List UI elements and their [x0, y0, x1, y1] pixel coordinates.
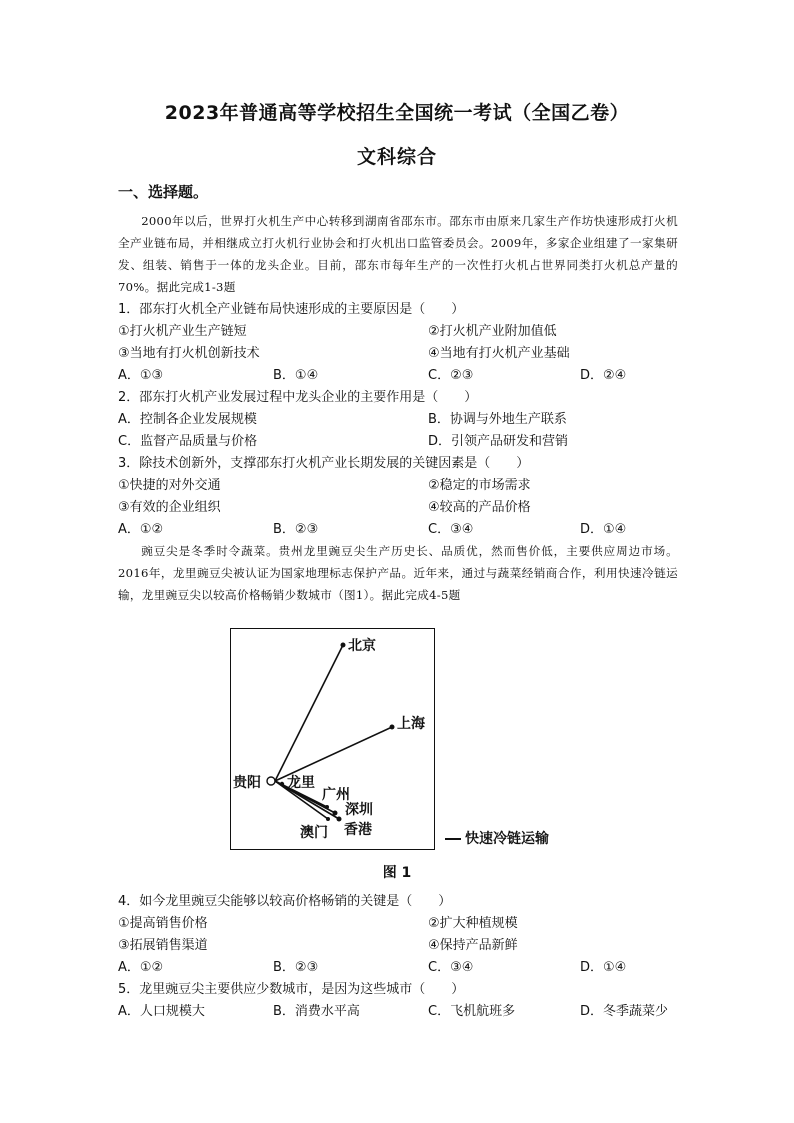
- label-macau: 澳门: [300, 825, 328, 841]
- label-guangzhou: 广州: [322, 787, 350, 803]
- q4-stem: 4．如今龙里豌豆尖能够以较高价格畅销的关键是（ ）: [118, 894, 452, 909]
- q4-choice-d: D．①④: [580, 960, 627, 975]
- q3-choice-d: D．①④: [580, 522, 627, 537]
- passage-2: 豌豆尖是冬季时令蔬菜。贵州龙里豌豆尖生产历史长、品质优，然而售价低，主要供应周边市场。2016年，龙里豌豆尖被认证为国家地理标志保护产品。近年来，通过与蔬菜经销商合作，利用快速冷链运输，龙里豌豆尖以较高价格畅销少数城市（图1）。据此完成4-5题: [118, 544, 678, 602]
- hongkong-dot: [337, 817, 342, 822]
- figure-transport-map: [230, 628, 435, 850]
- q2-choice-c: C．监督产品质量与价格: [118, 434, 258, 449]
- passage-1: 2000年以后，世界打火机生产中心转移到湖南省邵东市。邵东市由原来几家生产作坊快速形成打火机全产业链布局，并相继成立打火机行业协会和打火机出口监管委员会。2009年，多家企业组建了一家集研发、组装、销售于一体的龙头企业。目前，邵东市每年生产的一次性打火机占世界同类打火机总产量的70%。据此完成1-3题: [118, 214, 678, 294]
- label-shanghai: 上海: [397, 716, 425, 732]
- shanghai-dot: [390, 725, 395, 730]
- guangzhou-dot: [325, 805, 329, 809]
- q3-option-1: ①快捷的对外交通: [118, 478, 221, 493]
- q3-option-2: ②稳定的市场需求: [428, 478, 531, 493]
- legend-line-icon: [445, 838, 461, 840]
- legend-label: 快速冷链运输: [465, 831, 549, 847]
- q5-choice-c: C．飞机航班多: [428, 1004, 516, 1019]
- q2-stem: 2．邵东打火机产业发展过程中龙头企业的主要作用是（ ）: [118, 390, 478, 405]
- label-shenzhen: 深圳: [345, 802, 373, 818]
- q5-choice-d: D．冬季蔬菜少: [580, 1004, 669, 1019]
- q1-option-2: ②打火机产业附加值低: [428, 324, 557, 339]
- q3-choice-b: B．②③: [273, 522, 319, 537]
- section-heading: 一、选择题。: [118, 183, 209, 201]
- route-lines: [231, 629, 436, 851]
- q4-choice-b: B．②③: [273, 960, 319, 975]
- q5-stem: 5．龙里豌豆尖主要供应少数城市，是因为这些城市（ ）: [118, 982, 465, 997]
- q1-stem: 1．邵东打火机全产业链布局快速形成的主要原因是（ ）: [118, 302, 465, 317]
- q3-option-3: ③有效的企业组织: [118, 500, 221, 515]
- q1-choice-b: B．①④: [273, 368, 319, 383]
- q1-choice-d: D．②④: [580, 368, 627, 383]
- q4-choice-a: A．①②: [118, 960, 164, 975]
- label-hongkong: 香港: [344, 822, 372, 838]
- q4-option-2: ②扩大种植规模: [428, 916, 518, 931]
- q1-option-3: ③当地有打火机创新技术: [118, 346, 260, 361]
- figure-caption: 图 1: [382, 865, 412, 881]
- q3-choice-a: A．①②: [118, 522, 164, 537]
- q5-choice-b: B．消费水平高: [273, 1004, 360, 1019]
- q1-option-1: ①打火机产业生产链短: [118, 324, 247, 339]
- q5-choice-a: A．人口规模大: [118, 1004, 205, 1019]
- q4-choice-c: C．③④: [428, 960, 474, 975]
- exam-title: 2023年普通高等学校招生全国统一考试（全国乙卷）: [164, 102, 630, 124]
- q1-option-4: ④当地有打火机产业基础: [428, 346, 570, 361]
- figure-legend: [445, 828, 549, 848]
- q3-stem: 3．除技术创新外，支撑邵东打火机产业长期发展的关键因素是（ ）: [118, 456, 530, 471]
- q4-option-3: ③拓展销售渠道: [118, 938, 208, 953]
- q3-choice-c: C．③④: [428, 522, 474, 537]
- q2-choice-d: D．引领产品研发和营销: [428, 434, 569, 449]
- q3-option-4: ④较高的产品价格: [428, 500, 531, 515]
- exam-subtitle: 文科综合: [356, 146, 437, 168]
- q1-choice-c: C．②③: [428, 368, 474, 383]
- q4-option-1: ①提高销售价格: [118, 916, 208, 931]
- label-longli: 龙里: [287, 775, 315, 791]
- q1-choice-a: A．①③: [118, 368, 164, 383]
- route-to-beijing: [275, 645, 343, 781]
- label-beijing: 北京: [348, 638, 376, 654]
- q2-choice-b: B．协调与外地生产联系: [428, 412, 567, 427]
- q4-option-4: ④保持产品新鲜: [428, 938, 518, 953]
- guiyang-dot: [267, 777, 275, 785]
- beijing-dot: [341, 643, 346, 648]
- macau-dot: [326, 817, 330, 821]
- q2-choice-a: A．控制各企业发展规模: [118, 412, 257, 427]
- label-guiyang: 贵阳: [233, 775, 261, 791]
- longli-dot: [280, 782, 284, 786]
- shenzhen-dot: [333, 811, 338, 816]
